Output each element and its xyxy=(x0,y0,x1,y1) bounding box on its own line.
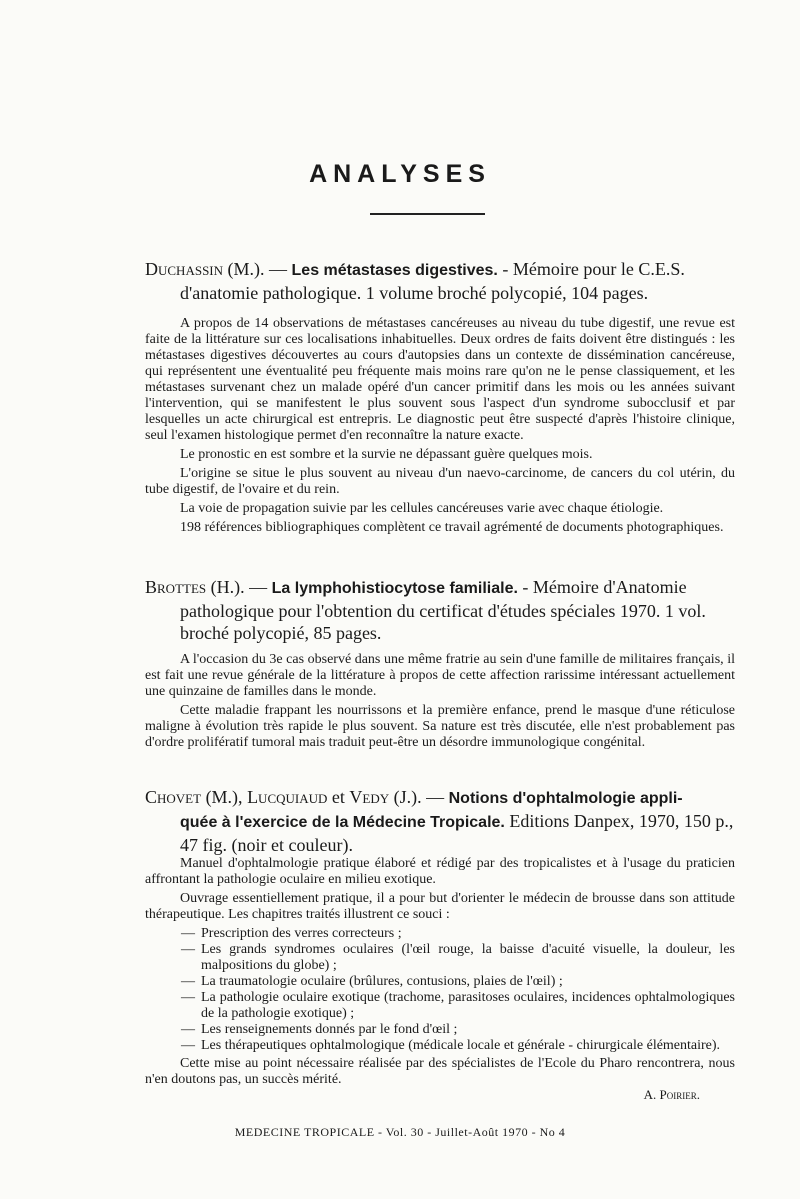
entry-details-line-3: broché polycopié, 85 pages. xyxy=(180,623,382,643)
paragraph: Le pronostic en est sombre et la survie ne dépassant guère quelques mois. xyxy=(180,447,593,462)
title-divider xyxy=(370,213,485,215)
entry-heading-2 xyxy=(145,576,735,644)
entry-author: Duchassin xyxy=(145,259,224,279)
entry-details: - Mémoire pour le C.E.S. xyxy=(497,259,685,279)
page-footer: MEDECINE TROPICALE - Vol. 30 - Juillet-Août 1970 - No 4 xyxy=(234,1125,566,1139)
paragraph: A propos de 14 observations de métastases cancéreuses au niveau du tube digestif, une revue est faite de la littérature sur ces localisations inhabituelles. Deux ordres de faits doivent être distingués : les métastases digestives découvertes au cours d'autopsies dans un contexte de dissémination cancéreuse, qui représentent une éventualité peu fréquente mais moins rare qu'on ne le pense classiquement, et les métastases survenant chez un malade opéré d'un cancer primitif dans les mois ou les années suivant l'intervention, qui se manifestent le plus souvent sous l'aspect d'un syndrome subocclusif et par lesquelles un acte chirurgical est entrepris. Le diagnostic peut être suspecté d'après l'histoire clinique, seul l'examen histologique permet d'en reconnaître la nature exacte. xyxy=(145,316,735,443)
reviewer-signature: A. Poirier. xyxy=(643,1087,700,1102)
paragraph: A l'occasion du 3e cas observé dans une même fratrie au sein d'une famille de militaires français, il est fait une revue générale de la littérature à propos de cette affection rarissime intéressant actuellement une quinzaine de familles dans le monde. xyxy=(145,652,735,699)
paragraph: Cette maladie frappant les nourrissons et la première enfance, prend le masque d'une réticulose maligne à évolution très rapide le plus souvent. Sa nature est très discutée, elle n'est probablement pas d'ordre prolifératif tumoral mais traduit peut-être un désordre immunologique congénital. xyxy=(145,703,735,750)
entry-heading-1 xyxy=(145,258,735,304)
entry-author-suffix: (H.). — xyxy=(206,577,272,597)
paragraph: L'origine se situe le plus souvent au niveau d'un naevo-carcinome, de cancers du col utérin, du tube digestif, de l'ovaire et du rein. xyxy=(145,466,735,497)
entry-heading-3 xyxy=(145,786,735,856)
entry-author: Lucquiaud xyxy=(247,787,328,807)
entry-book-title: La lymphohistiocytose familiale. xyxy=(271,580,518,597)
entry-body-3 xyxy=(145,856,735,1091)
entry-author: Chovet xyxy=(145,787,202,807)
list-item: — Les grands syndromes oculaires (l'œil rouge, la baisse d'acuité visuelle, la douleur, les malpositions du globe) ; xyxy=(181,942,735,973)
paragraph: 198 références bibliographiques complètent ce travail agrémenté de documents photographiques. xyxy=(180,520,724,535)
list-item: — Les renseignements donnés par le fond d'œil ; xyxy=(181,1022,458,1037)
entry-body-1 xyxy=(145,316,735,539)
entry-details-line-2: 47 fig. (noir et couleur). xyxy=(180,835,353,855)
entry-author-suffix: (M.). — xyxy=(223,259,292,279)
entry-author-suffix: et xyxy=(327,787,350,807)
paragraph: Manuel d'ophtalmologie pratique élaboré et rédigé par des tropicalistes et à l'usage du praticien affrontant la pathologie oculaire en milieu exotique. xyxy=(145,856,735,887)
entry-details-line-2: pathologique pour l'obtention du certificat d'études spéciales 1970. 1 vol. xyxy=(180,601,706,621)
entry-details: - Mémoire d'Anatomie xyxy=(517,577,687,597)
list-item: — La traumatologie oculaire (brûlures, contusions, plaies de l'œil) ; xyxy=(181,974,563,989)
entry-book-title: Les métastases digestives. xyxy=(291,262,498,279)
entry-author-suffix: (M.), xyxy=(201,787,248,807)
page-title: ANALYSES xyxy=(309,160,491,188)
entry-author: Vedy xyxy=(349,787,390,807)
entry-details: Editions Danpex, 1970, 150 p., xyxy=(504,811,734,831)
closing-paragraph: Cette mise au point nécessaire réalisée par des spécialistes de l'Ecole du Pharo rencontrera, nous n'en doutons pas, un succès mérité. xyxy=(145,1056,735,1087)
entry-author-suffix: (J.). — xyxy=(389,787,449,807)
entry-body-2 xyxy=(145,652,735,754)
paragraph: Ouvrage essentiellement pratique, il a pour but d'orienter le médecin de brousse dans son attitude thérapeutique. Les chapitres traités illustrent ce souci : xyxy=(145,891,735,922)
entry-book-title: Notions d'ophtalmologie appli- xyxy=(448,790,683,807)
chapter-list xyxy=(145,926,735,1054)
list-item: — Prescription des verres correcteurs ; xyxy=(181,926,402,941)
entry-book-title-line-2: quée à l'exercice de la Médecine Tropicale. xyxy=(180,814,505,831)
list-item: — La pathologie oculaire exotique (trachome, parasitoses oculaires, incidences ophtalmologiques de la pathologie exotique) ; xyxy=(181,990,735,1021)
paragraph: La voie de propagation suivie par les cellules cancéreuses varie avec chaque étiologie. xyxy=(180,501,664,516)
list-item: — Les thérapeutiques ophtalmologique (médicale locale et générale - chirurgicale élémentaire). xyxy=(181,1038,721,1053)
entry-details-line-2: d'anatomie pathologique. 1 volume broché polycopié, 104 pages. xyxy=(180,283,649,303)
entry-author: Brottes xyxy=(145,577,207,597)
